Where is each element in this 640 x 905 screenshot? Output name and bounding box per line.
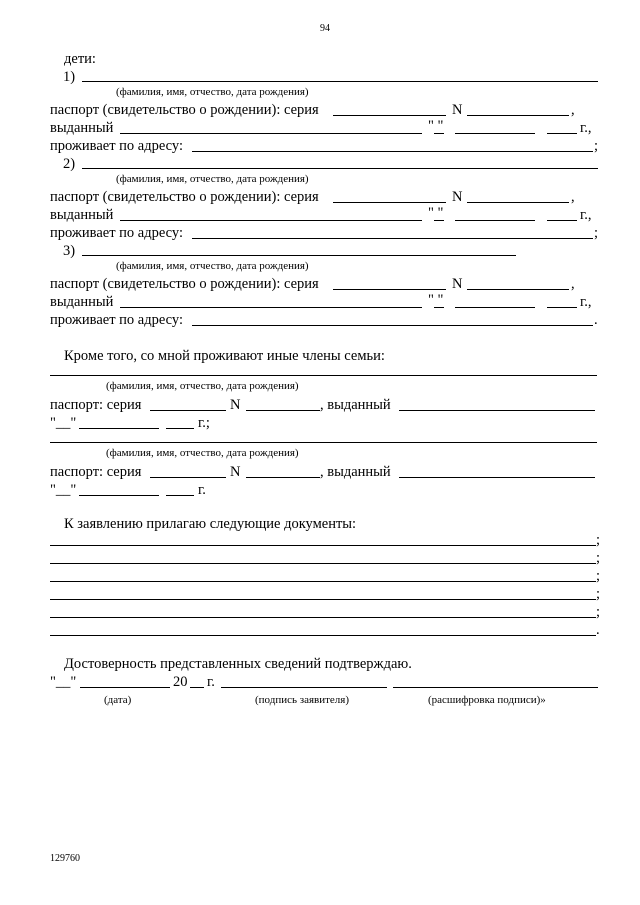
child-1-address-label: проживает по адресу: [50,138,183,154]
document-line-3[interactable] [50,581,596,582]
child-3-date-quotes: " " [428,292,444,308]
child-3-address-label: проживает по адресу: [50,312,183,328]
member-2-series-field[interactable] [150,477,226,478]
caption-signature: (подпись заявителя) [255,694,350,706]
documents-heading: К заявлению прилагаю следующие документы: [64,516,357,532]
confirmation-month-field[interactable] [80,687,170,688]
child-1-n-label: N [452,102,463,118]
child-2-address-end: ; [594,225,599,241]
member-2-name-field[interactable] [50,442,597,443]
document-line-1[interactable] [50,545,596,546]
child-1-year-suffix: г., [580,120,592,136]
child-2-name-hint: (фамилия, имя, отчество, дата рождения) [116,173,309,185]
child-1-comma: , [571,102,575,118]
child-3-passport-label: паспорт (свидетельство о рождении): серия [50,276,319,292]
member-1-n-label: N [230,397,241,413]
page-number: 94 [320,23,330,34]
member-2-year-field[interactable] [166,495,194,496]
caption-transcript: (расшифровка подписи)» [428,694,546,706]
child-2-passport-label: паспорт (свидетельство о рождении): серия [50,189,319,205]
child-2-n-label: N [452,189,463,205]
member-1-name-field[interactable] [50,375,597,376]
member-1-issued-label: , выданный [320,397,391,413]
child-3-year-suffix: г., [580,294,592,310]
child-1-address-field[interactable] [192,151,593,152]
children-heading: дети: [64,51,96,67]
member-2-month-field[interactable] [79,495,159,496]
child-1-number-field[interactable] [467,115,569,116]
child-1-series-field[interactable] [333,115,446,116]
child-1-address-end: ; [594,138,599,154]
caption-date: (дата) [104,694,132,706]
member-1-year-field[interactable] [166,428,194,429]
child-2-series-field[interactable] [333,202,446,203]
member-1-year-suffix: г.; [198,415,210,431]
child-2-comma: , [571,189,575,205]
child-1-day-field[interactable] [434,133,444,134]
member-1-date-open: "__" [50,415,77,431]
member-2-issued-label: , выданный [320,464,391,480]
document-line-5[interactable] [50,617,596,618]
child-1-issued-label: выданный [50,120,114,136]
child-1-name-field[interactable] [82,81,598,82]
child-3-address-field[interactable] [192,325,593,326]
child-3-number-field[interactable] [467,289,569,290]
document-line-6-end: . [596,622,600,638]
child-2-issued-label: выданный [50,207,114,223]
child-3-name-hint: (фамилия, имя, отчество, дата рождения) [116,260,309,272]
confirmation-year-suffix: г. [207,674,215,690]
child-2-day-field[interactable] [434,220,444,221]
member-1-name-hint: (фамилия, имя, отчество, дата рождения) [106,380,299,392]
child-3-month-field[interactable] [455,307,535,308]
child-2-year-field[interactable] [547,220,577,221]
signature-field[interactable] [221,687,387,688]
child-2-name-field[interactable] [82,168,598,169]
child-3-name-field[interactable] [82,255,516,256]
member-2-year-suffix: г. [198,482,206,498]
member-1-number-field[interactable] [246,410,320,411]
member-2-issued-by-field[interactable] [399,477,595,478]
child-3-issued-label: выданный [50,294,114,310]
child-2-number-field[interactable] [467,202,569,203]
member-1-passport-label: паспорт: серия [50,397,142,413]
document-line-4-end: ; [596,586,601,602]
child-3-series-field[interactable] [333,289,446,290]
signature-transcript-field[interactable] [393,687,598,688]
member-1-month-field[interactable] [79,428,159,429]
document-line-5-end: ; [596,604,601,620]
child-3-comma: , [571,276,575,292]
document-line-6[interactable] [50,635,596,636]
child-3-address-end: . [594,312,598,328]
child-3-issued-by-field[interactable] [120,307,422,308]
child-1-number: 1) [63,69,76,85]
confirmation-year-field[interactable] [190,687,204,688]
confirmation-date-open: "__" [50,674,77,690]
child-1-name-hint: (фамилия, имя, отчество, дата рождения) [116,86,309,98]
child-3-n-label: N [452,276,463,292]
family-heading: Кроме того, со мной проживают иные члены семьи: [64,348,385,364]
document-line-2-end: ; [596,550,601,566]
child-2-issued-by-field[interactable] [120,220,422,221]
member-1-series-field[interactable] [150,410,226,411]
member-2-passport-label: паспорт: серия [50,464,142,480]
child-1-year-field[interactable] [547,133,577,134]
document-line-1-end: ; [596,532,601,548]
child-1-month-field[interactable] [455,133,535,134]
child-2-address-label: проживает по адресу: [50,225,183,241]
child-3-number: 3) [63,243,76,259]
member-2-number-field[interactable] [246,477,320,478]
child-1-issued-by-field[interactable] [120,133,422,134]
child-3-day-field[interactable] [434,307,444,308]
member-1-issued-by-field[interactable] [399,410,595,411]
document-code: 129760 [50,853,80,864]
confirmation-statement: Достоверность представленных сведений подтверждаю. [64,656,412,672]
member-2-name-hint: (фамилия, имя, отчество, дата рождения) [106,447,299,459]
child-3-year-field[interactable] [547,307,577,308]
child-1-date-quotes: " " [428,118,444,134]
child-2-date-quotes: " " [428,205,444,221]
document-line-4[interactable] [50,599,596,600]
child-2-month-field[interactable] [455,220,535,221]
child-1-passport-label: паспорт (свидетельство о рождении): серия [50,102,319,118]
member-2-date-open: "__" [50,482,77,498]
confirmation-year-prefix: 20 [173,674,188,690]
document-line-3-end: ; [596,568,601,584]
member-2-n-label: N [230,464,241,480]
child-2-address-field[interactable] [192,238,593,239]
child-2-number: 2) [63,156,76,172]
child-2-year-suffix: г., [580,207,592,223]
document-line-2[interactable] [50,563,596,564]
